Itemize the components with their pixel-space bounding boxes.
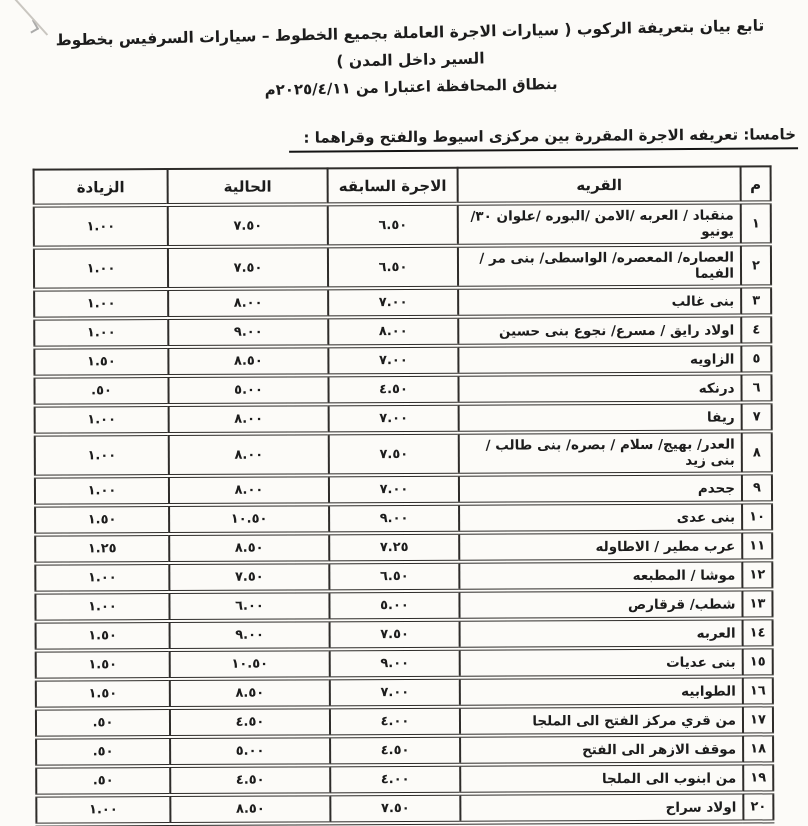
village-name-cell: ريفا [459, 402, 742, 432]
fare-table-body [34, 202, 774, 824]
increase-cell: .٥٠ [36, 737, 170, 767]
row-number-cell: ٤ [741, 315, 771, 344]
current-fare-cell: ٧.٥٠ [169, 562, 329, 592]
table-row [36, 734, 773, 766]
col-header-current-fare: الحالية [168, 168, 328, 205]
row-number-cell: ٩ [742, 473, 772, 502]
table-row [36, 763, 773, 795]
table-row [35, 560, 772, 592]
row-number-cell: ٧ [742, 402, 772, 431]
current-fare-cell: ٤.٥٠ [170, 765, 330, 795]
current-fare-cell: ٨.٥٠ [168, 346, 328, 376]
row-number-cell: ٢ [741, 244, 771, 286]
row-number-cell: ١٦ [743, 676, 773, 705]
header-line-2: بنطاق المحافظة اعتبارا من ٢٠٢٥/٤/١١م [264, 75, 558, 100]
village-name-cell: من ابنوب الى الملجا [460, 763, 743, 793]
increase-cell: ١.٠٠ [35, 592, 169, 622]
village-name-cell: العربه [460, 618, 743, 648]
table-row [35, 589, 772, 621]
section-heading-wrap [11, 124, 798, 154]
table-row [36, 705, 773, 737]
row-number-cell: ٥ [741, 344, 771, 373]
previous-fare-cell: ٧.٠٠ [329, 474, 459, 504]
table-row [36, 792, 773, 824]
current-fare-cell: ٨.٠٠ [169, 475, 329, 505]
village-name-cell: بنى غالب [458, 286, 741, 316]
increase-cell: ١.٠٠ [34, 289, 168, 319]
previous-fare-cell: ٧.٢٥ [329, 532, 459, 562]
village-name-cell: موشا / المطبعه [459, 560, 742, 590]
col-header-village: القريه [458, 166, 741, 203]
current-fare-cell: ٨.٠٠ [169, 404, 329, 434]
current-fare-cell: ٦.٠٠ [169, 591, 329, 621]
village-name-cell: عرب مطير / الاطاوله [459, 531, 742, 561]
increase-cell: ١.٠٠ [34, 205, 168, 248]
table-row [35, 402, 772, 434]
increase-cell: ١.٥٠ [35, 505, 169, 535]
table-row [35, 473, 772, 505]
village-name-cell: اولاد رايق / مسرع/ نجوع بنى حسين [458, 315, 741, 345]
table-row [34, 202, 771, 247]
village-name-cell: بنى عديات [460, 647, 743, 677]
row-number-cell: ٦ [741, 373, 771, 402]
village-name-cell: شطب/ قرقارص [459, 589, 742, 619]
row-number-cell: ٨ [742, 431, 772, 473]
current-fare-cell: ٨.٥٠ [169, 533, 329, 563]
increase-cell: .٥٠ [36, 708, 170, 738]
village-name-cell: من قري مركز الفتح الى الملجا [460, 705, 743, 735]
row-number-cell: ١٨ [743, 734, 773, 763]
current-fare-cell: ٨.٥٠ [170, 794, 330, 824]
village-name-cell: الطوابيه [460, 676, 743, 706]
row-number-cell: ١٣ [742, 589, 772, 618]
current-fare-cell: ٨.٥٠ [170, 678, 330, 708]
previous-fare-cell: ٦.٥٠ [328, 245, 458, 288]
increase-cell: ١.٢٥ [35, 534, 169, 564]
table-row [35, 431, 772, 476]
row-number-cell: ١٩ [743, 763, 773, 792]
section-heading: خامسا: تعريفه الاجرة المقررة بين مركزى اسيوط والفتح وقراهما : [289, 125, 798, 153]
previous-fare-cell: ٧.٠٠ [328, 345, 458, 375]
table-row [34, 373, 771, 405]
current-fare-cell: ٥.٠٠ [168, 375, 328, 405]
current-fare-cell: ٧.٥٠ [168, 204, 328, 247]
fare-table [33, 165, 775, 826]
document-header [50, 12, 771, 108]
col-header-previous-fare: الاجرة السابقه [328, 167, 458, 204]
table-row [36, 647, 773, 679]
row-number-cell: ١٤ [743, 618, 773, 647]
current-fare-cell: ١٠.٥٠ [169, 504, 329, 534]
header-line-1: تابع بيان بتعريفة الركوب ( سيارات الاجرة العاملة بجميع الخطوط – سيارات السرفيس بخطوط السير داخل المدن ) [55, 16, 765, 71]
village-name-cell: موقف الازهر الى الفتح [460, 734, 743, 764]
village-name-cell: درنكه [458, 373, 741, 403]
increase-cell: ١.٠٠ [35, 405, 169, 435]
village-name-cell: العدر/ بهيج/ سلام / بصره/ بنى طالب / بنى زيد [459, 431, 742, 474]
current-fare-cell: ٨.٠٠ [168, 288, 328, 318]
table-row [34, 344, 771, 376]
previous-fare-cell: ٧.٠٠ [328, 287, 458, 317]
increase-cell: ١.٥٠ [34, 347, 168, 377]
village-name-cell: الزاويه [458, 344, 741, 374]
previous-fare-cell: ٨.٠٠ [328, 316, 458, 346]
previous-fare-cell: ٤.٥٠ [330, 735, 460, 765]
increase-cell: ١.٠٠ [35, 476, 169, 506]
table-row [35, 502, 772, 534]
table-row [36, 676, 773, 708]
table-row [36, 618, 773, 650]
previous-fare-cell: ٩.٠٠ [329, 503, 459, 533]
previous-fare-cell: ٤.٠٠ [330, 764, 460, 794]
table-row [34, 244, 771, 289]
village-name-cell: منقباد / العربه /الامن /البوره /علوان ٣٠/ يونيو [458, 202, 741, 245]
row-number-cell: ١٠ [742, 502, 772, 531]
increase-cell: .٥٠ [36, 766, 170, 796]
increase-cell: ١.٠٠ [34, 318, 168, 348]
table-row [34, 286, 771, 318]
current-fare-cell: ١٠.٥٠ [170, 649, 330, 679]
increase-cell: ١.٥٠ [36, 650, 170, 680]
current-fare-cell: ٤.٥٠ [170, 707, 330, 737]
current-fare-cell: ٧.٥٠ [168, 246, 328, 289]
village-name-cell: جحدم [459, 473, 742, 503]
previous-fare-cell: ٧.٠٠ [330, 677, 460, 707]
village-name-cell: العصاره/ المعصره/ الواسطى/ بنى مر / الفيما [458, 244, 741, 287]
table-row [35, 531, 772, 563]
row-number-cell: ١٧ [743, 705, 773, 734]
previous-fare-cell: ٧.٠٠ [329, 403, 459, 433]
fare-table-header [34, 166, 771, 205]
increase-cell: ١.٠٠ [34, 247, 168, 290]
header-row [34, 166, 771, 205]
increase-cell: .٥٠ [34, 376, 168, 406]
table-row [34, 315, 771, 347]
increase-cell: ١.٥٠ [36, 679, 170, 709]
scan-artifact-line [0, 0, 48, 36]
village-name-cell: اولاد سراح [460, 792, 743, 822]
previous-fare-cell: ٧.٥٠ [330, 793, 460, 823]
increase-cell: ١.٠٠ [35, 563, 169, 593]
current-fare-cell: ٥.٠٠ [170, 736, 330, 766]
row-number-cell: ١٥ [743, 647, 773, 676]
row-number-cell: ٣ [741, 286, 771, 315]
increase-cell: ١.٥٠ [36, 621, 170, 651]
row-number-cell: ١ [741, 202, 771, 244]
col-header-number: م [741, 166, 771, 202]
row-number-cell: ٢٠ [743, 792, 773, 821]
increase-cell: ١.٠٠ [36, 795, 170, 825]
previous-fare-cell: ٤.٠٠ [330, 706, 460, 736]
previous-fare-cell: ٤.٥٠ [328, 374, 458, 404]
previous-fare-cell: ٧.٥٠ [330, 619, 460, 649]
current-fare-cell: ٩.٠٠ [170, 620, 330, 650]
previous-fare-cell: ٩.٠٠ [330, 648, 460, 678]
previous-fare-cell: ٦.٥٠ [329, 561, 459, 591]
row-number-cell: ١١ [742, 531, 772, 560]
scanned-document-page [3, 0, 808, 817]
previous-fare-cell: ٧.٥٠ [329, 432, 459, 475]
previous-fare-cell: ٦.٥٠ [328, 203, 458, 246]
village-name-cell: بنى عدى [459, 502, 742, 532]
previous-fare-cell: ٥.٠٠ [329, 590, 459, 620]
col-header-increase: الزيادة [34, 169, 168, 206]
increase-cell: ١.٠٠ [35, 434, 169, 477]
current-fare-cell: ٨.٠٠ [169, 433, 329, 476]
row-number-cell: ١٢ [742, 560, 772, 589]
current-fare-cell: ٩.٠٠ [168, 317, 328, 347]
